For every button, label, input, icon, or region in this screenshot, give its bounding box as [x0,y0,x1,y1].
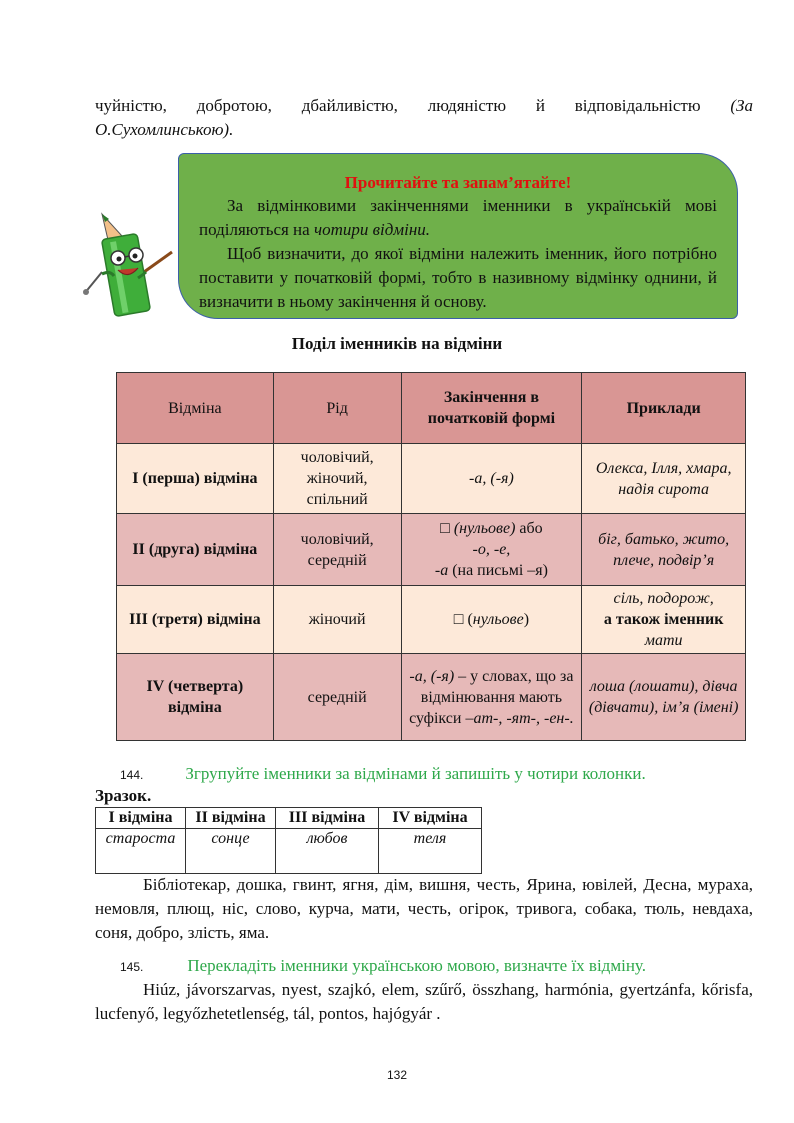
rule-paragraph-2: Щоб визначити, до якої відміни належить іменник, його потрібно поставити у початковій формі, тобто в називному відмінку однини, й визначити в ньому закінчення й основу. [199,244,717,311]
table-row: III (третя) відміна жіночий □ (нульове) сіль, подорож, а також іменник мати [117,586,746,654]
table-row: I (перша) відміна чоловічий, жіночий, спільний -а, (-я) Олекса, Ілля, хмара, надія сирота [117,444,746,514]
header-gender: Рід [273,373,401,444]
intro-line-1: чуйністю, добротою, дбайливістю, людяністю й відповідальністю (За [95,94,753,118]
intro-paragraph [95,94,753,142]
header-declension: Відміна [117,373,274,444]
examples-cell: сіль, подорож, а також іменник мати [582,586,746,654]
exercise-144-heading: 144. Згрупуйте іменники за відмінами й запишіть у чотири колонки. [120,764,646,783]
rule-paragraph-1: За відмінковими закінченнями іменники в українській мові поділяються на чотири відміни. [199,196,717,239]
exercise-145-words: Hiúz, jávorszarvas, nyest, szajkó, elem, szűrő, összhang, harmónia, gyertzánfa, kőrisfa, lucfenyő, legyőzhetetlenség, tál, pontos, hajógyár . [95,980,753,1023]
header-ending: Закінчення в початковій формі [401,373,582,444]
ending-cell: □ (нульове) [401,586,582,654]
page-number: 132 [386,1068,408,1082]
ending-cell: □ (нульове) або -о, -е, -а (на письмі –я) [401,514,582,586]
citation-start: (За [730,96,753,115]
header-examples: Приклади [582,373,746,444]
pencil-mascot-icon [80,200,180,320]
table-row: II (друга) відміна чоловічий, середній □ (нульове) або -о, -е, -а (на письмі –я) біг, батько, жито, плече, подвір’я [117,514,746,586]
table-row: IV (четверта) відміна середній -а, (-я) – у словах, що за відмінювання мають суфікси –ат-, -ят-, -ен-. лоша (лошати), дівча (дівчати), ім’я (імені) [117,654,746,741]
rule-box [178,153,738,319]
declension-table [116,372,746,741]
exercise-144-words: Бібліотекар, дошка, гвинт, ягня, дім, вишня, честь, Ярина, ювілей, Десна, мураха, немовля, плющ, ніс, слово, курча, мати, честь, огірок, тривога, собака, тюль, невдаха, соня, добро, злість, яма. [95,875,753,942]
table-title: Поділ іменників на відміни [291,334,503,353]
rule-title: Прочитайте та запам’ятайте! [344,173,572,192]
citation-end: О.Сухомлинською). [95,120,234,139]
sample-table: I відміна II відміна III відміна IV відміна староста сонце любов теля [95,807,482,874]
sample-label: Зразок. [95,786,152,805]
exercise-145-heading: 145. Перекладіть іменники українською мовою, визначте їх відміну. [120,956,646,975]
table-header-row [117,373,746,444]
ending-cell: -а, (-я) – у словах, що за відмінювання мають суфікси –ат-, -ят-, -ен-. [401,654,582,741]
